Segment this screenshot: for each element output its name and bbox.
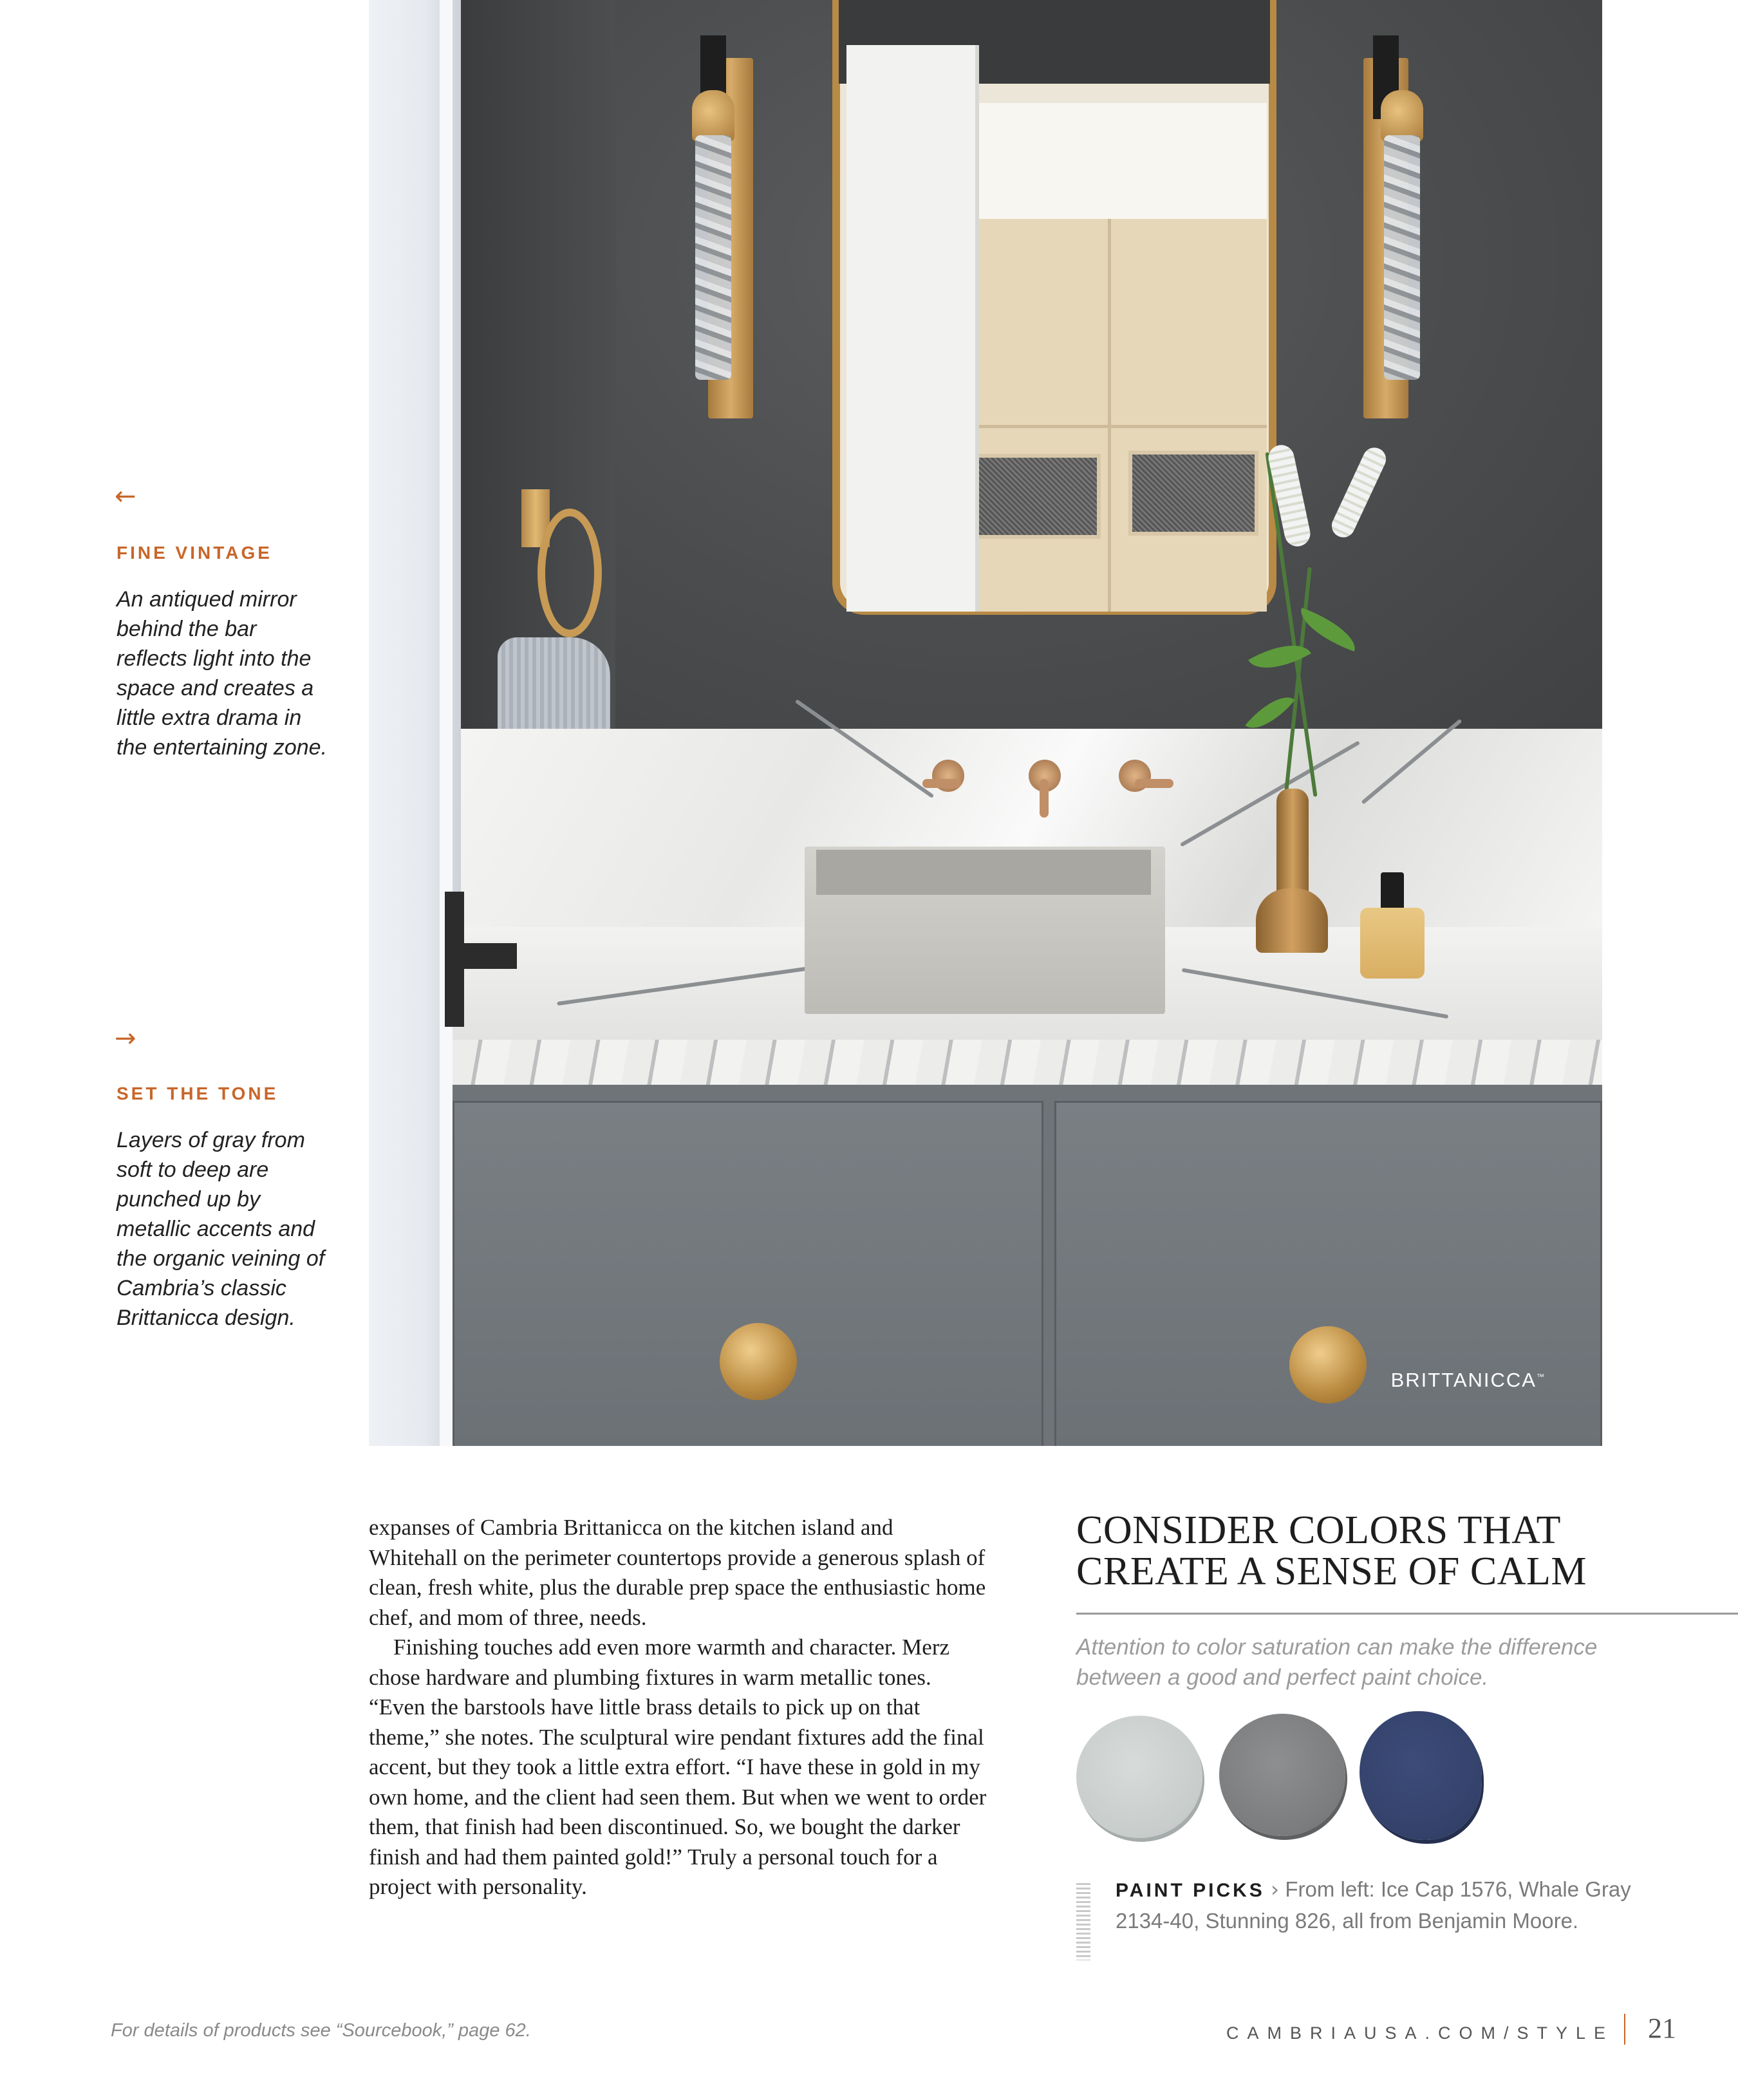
article-paragraph: Finishing touches add even more warmth and character. Merz chose hardware and plumbing fixtures in warm metallic tones. “Even the barstools have little brass details to pick up on that theme,” she notes. The sculptural wire pendant fixtures add the final accent, but they took a little extra effort. “I have these in gold in my own home, and the client had seen them. But when we went to order them, that finish had been discontinued. So, we bought the darker finish and had them painted gold!” Truly a personal touch for a project with personality. <box>369 1635 987 1899</box>
sidebar-title: CONSIDER COLORS THAT CREATE A SENSE OF CALM <box>1076 1508 1587 1593</box>
paint-swatch-stunning <box>1360 1711 1482 1840</box>
brass-knob <box>720 1323 797 1400</box>
paint-picks-label: PAINT PICKS <box>1116 1880 1265 1901</box>
left-arrow-icon: ← <box>115 482 136 511</box>
article-paragraph: expanses of Cambria Brittanicca on the kitchen island and Whitehall on the perimeter countertops provide a generous splash of clean, fresh white, plus the durable prep space the enthusiastic home chef, and mom of three, needs. <box>369 1515 986 1630</box>
article-body <box>369 1513 987 1902</box>
caption-text: Layers of gray from soft to deep are punched up by metallic accents and the organic veining of Cambria’s classic Brittanicca design. <box>117 1128 325 1330</box>
bathroom-vanity-photo <box>369 0 1602 1446</box>
decorative-bar <box>1076 1883 1090 1960</box>
page-number: 21 <box>1648 2012 1676 2044</box>
soap-dispenser <box>1360 908 1425 979</box>
paint-swatch-ice-cap <box>1076 1716 1202 1838</box>
paint-swatch-whale-gray <box>1219 1714 1345 1836</box>
footer-divider <box>1624 2014 1625 2045</box>
divider <box>1076 1613 1738 1615</box>
towel-ring <box>537 509 602 637</box>
brass-knob <box>1289 1326 1367 1403</box>
sidebar-subtitle: Attention to color saturation can make the difference between a good and perfect paint choice. <box>1076 1635 1598 1690</box>
product-label: BRITTANICCA™ <box>1390 1369 1546 1391</box>
paint-picks-text: From left: Ice Cap 1576, Whale Gray 2134-40, Stunning 826, all from Benjamin Moore. <box>1116 1877 1631 1933</box>
chevron-right-icon: › <box>1270 1877 1280 1902</box>
paint-picks-caption <box>1116 1875 1682 1936</box>
caption-heading: SET THE TONE <box>117 1083 279 1103</box>
caption-heading: FINE VINTAGE <box>117 543 272 563</box>
caption-text: An antiqued mirror behind the bar reflects light into the space and creates a little extra drama in the entertaining zone. <box>117 587 328 760</box>
site-url: CAMBRIAUSA.COM/STYLE <box>1226 2023 1614 2043</box>
right-arrow-icon: → <box>115 1024 136 1053</box>
footnote: For details of products see “Sourcebook,” page 62. <box>111 2020 531 2041</box>
